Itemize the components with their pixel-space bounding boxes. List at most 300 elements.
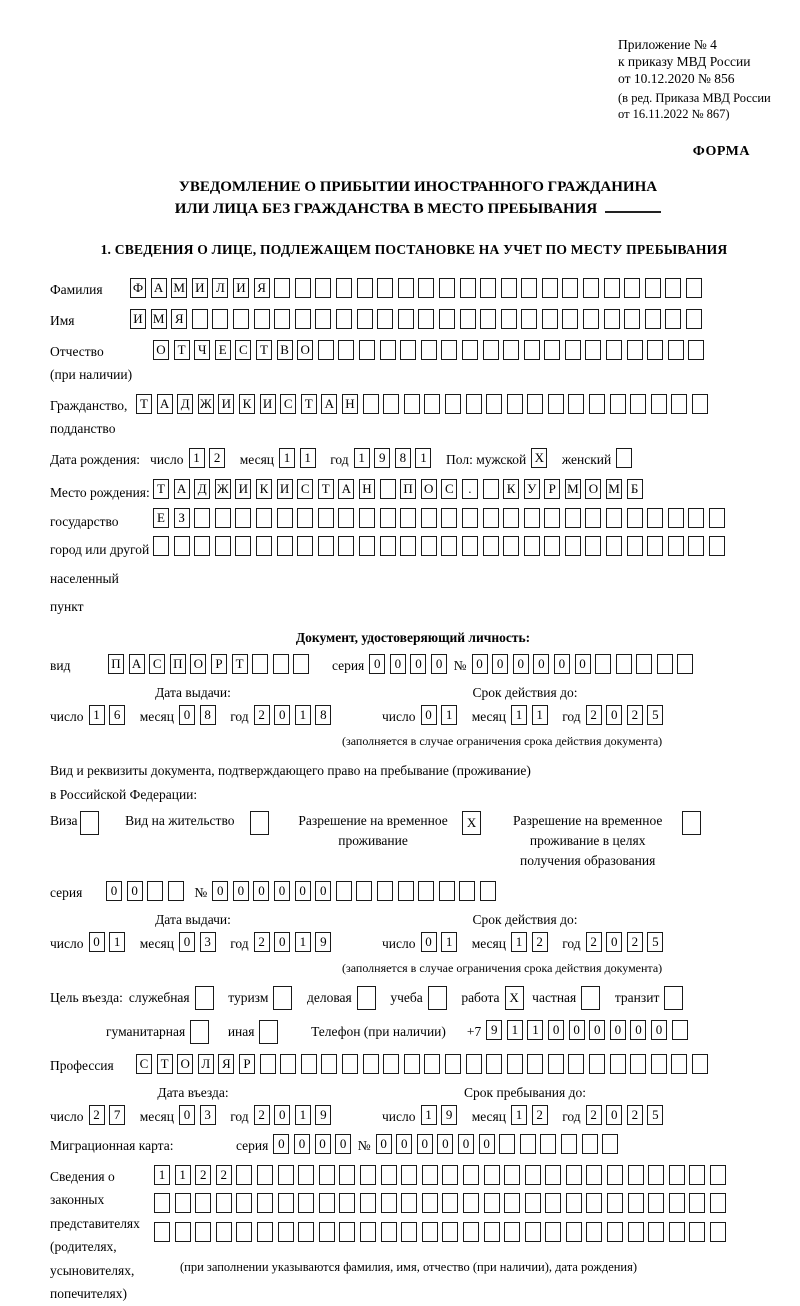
char-cell[interactable] [357,278,373,298]
char-cell[interactable]: П [400,479,416,499]
char-cell[interactable]: Я [218,1054,234,1074]
char-cell[interactable] [484,1193,500,1213]
char-cell[interactable] [589,1054,605,1074]
char-cell[interactable] [583,309,599,329]
char-cell[interactable]: 1 [441,932,457,952]
char-cell[interactable]: 0 [273,1134,289,1154]
char-cell[interactable]: 1 [441,705,457,725]
char-cell[interactable] [545,1193,561,1213]
char-cell[interactable] [480,309,496,329]
char-cell[interactable] [336,278,352,298]
char-cell[interactable] [686,278,702,298]
char-cell[interactable]: 2 [216,1165,232,1185]
char-cell[interactable] [602,1134,618,1154]
char-cell[interactable] [422,1193,438,1213]
char-cell[interactable]: 9 [374,448,390,468]
char-cell[interactable] [381,1193,397,1213]
char-cell[interactable] [524,536,540,556]
char-cell[interactable]: К [256,479,272,499]
char-cell[interactable] [462,340,478,360]
char-cell[interactable]: М [606,479,622,499]
char-cell[interactable] [273,986,292,1010]
char-cell[interactable]: В [277,340,293,360]
char-cell[interactable]: М [565,479,581,499]
char-cell[interactable] [483,340,499,360]
char-cell[interactable] [669,1222,685,1242]
char-cell[interactable] [486,394,502,414]
char-cell[interactable] [595,654,611,674]
char-cell[interactable] [257,1165,273,1185]
char-cell[interactable] [383,1054,399,1074]
char-cell[interactable] [383,394,399,414]
char-cell[interactable] [483,508,499,528]
char-cell[interactable]: 0 [575,654,591,674]
char-cell[interactable] [548,394,564,414]
char-cell[interactable]: 0 [106,881,122,901]
char-cell[interactable] [610,1054,626,1074]
char-cell[interactable] [645,278,661,298]
char-cell[interactable] [445,1054,461,1074]
char-cell[interactable] [525,1193,541,1213]
char-cell[interactable] [585,508,601,528]
char-cell[interactable] [441,536,457,556]
char-cell[interactable] [190,1020,209,1044]
char-cell[interactable] [297,536,313,556]
char-cell[interactable] [315,278,331,298]
char-cell[interactable]: 9 [315,1105,331,1125]
char-cell[interactable]: Ч [194,340,210,360]
char-cell[interactable]: Т [301,394,317,414]
char-cell[interactable] [627,536,643,556]
char-cell[interactable] [585,340,601,360]
char-cell[interactable]: 2 [627,932,643,952]
char-cell[interactable]: Я [171,309,187,329]
char-cell[interactable]: 0 [315,1134,331,1154]
char-cell[interactable]: 1 [154,1165,170,1185]
char-cell[interactable] [525,1165,541,1185]
char-cell[interactable] [336,881,352,901]
char-cell[interactable]: 0 [479,1134,495,1154]
char-cell[interactable] [689,1165,705,1185]
char-cell[interactable] [507,1054,523,1074]
char-cell[interactable] [480,881,496,901]
char-cell[interactable]: 1 [511,932,527,952]
char-cell[interactable] [672,1020,688,1040]
char-cell[interactable] [668,536,684,556]
char-cell[interactable]: 9 [315,932,331,952]
char-cell[interactable] [630,394,646,414]
char-cell[interactable] [215,508,231,528]
char-cell[interactable] [462,508,478,528]
char-cell[interactable] [524,508,540,528]
char-cell[interactable]: Т [174,340,190,360]
char-cell[interactable]: 0 [589,1020,605,1040]
char-cell[interactable]: И [260,394,276,414]
char-cell[interactable] [380,479,396,499]
char-cell[interactable] [377,881,393,901]
char-cell[interactable] [568,1054,584,1074]
char-cell[interactable]: 0 [274,705,290,725]
char-cell[interactable] [665,309,681,329]
char-cell[interactable] [606,340,622,360]
char-cell[interactable] [418,309,434,329]
char-cell[interactable] [424,1054,440,1074]
char-cell[interactable]: 1 [279,448,295,468]
char-cell[interactable]: 6 [109,705,125,725]
char-cell[interactable] [215,536,231,556]
char-cell[interactable] [636,654,652,674]
char-cell[interactable] [562,309,578,329]
char-cell[interactable] [709,508,725,528]
char-cell[interactable]: 2 [627,1105,643,1125]
char-cell[interactable]: 1 [532,705,548,725]
char-cell[interactable] [483,479,499,499]
char-cell[interactable] [647,536,663,556]
char-cell[interactable] [604,309,620,329]
char-cell[interactable] [607,1165,623,1185]
char-cell[interactable] [418,278,434,298]
char-cell[interactable]: X [462,811,481,835]
char-cell[interactable] [459,881,475,901]
char-cell[interactable]: 2 [254,1105,270,1125]
char-cell[interactable] [624,309,640,329]
char-cell[interactable] [503,340,519,360]
char-cell[interactable] [260,1054,276,1074]
char-cell[interactable] [315,309,331,329]
char-cell[interactable] [359,508,375,528]
char-cell[interactable]: 0 [396,1134,412,1154]
char-cell[interactable] [318,340,334,360]
char-cell[interactable] [503,508,519,528]
char-cell[interactable] [380,536,396,556]
char-cell[interactable] [668,340,684,360]
char-cell[interactable] [256,508,272,528]
char-cell[interactable]: 0 [437,1134,453,1154]
char-cell[interactable] [486,1054,502,1074]
char-cell[interactable] [298,1165,314,1185]
char-cell[interactable]: 0 [390,654,406,674]
char-cell[interactable]: 0 [253,881,269,901]
char-cell[interactable] [401,1193,417,1213]
char-cell[interactable] [628,1193,644,1213]
char-cell[interactable]: X [531,448,547,468]
char-cell[interactable] [630,1054,646,1074]
char-cell[interactable] [682,811,701,835]
char-cell[interactable]: 0 [369,654,385,674]
char-cell[interactable] [153,536,169,556]
char-cell[interactable] [421,508,437,528]
char-cell[interactable] [520,1134,536,1154]
char-cell[interactable] [585,536,601,556]
char-cell[interactable]: И [235,479,251,499]
char-cell[interactable] [689,1222,705,1242]
char-cell[interactable] [422,1165,438,1185]
char-cell[interactable] [606,536,622,556]
char-cell[interactable]: 0 [274,1105,290,1125]
char-cell[interactable] [278,1165,294,1185]
char-cell[interactable] [645,309,661,329]
char-cell[interactable] [192,309,208,329]
char-cell[interactable]: У [524,479,540,499]
char-cell[interactable] [501,278,517,298]
char-cell[interactable]: П [108,654,124,674]
char-cell[interactable] [318,508,334,528]
char-cell[interactable]: Р [211,654,227,674]
char-cell[interactable] [298,1193,314,1213]
char-cell[interactable] [647,340,663,360]
char-cell[interactable] [651,1054,667,1074]
char-cell[interactable] [568,394,584,414]
char-cell[interactable] [401,1222,417,1242]
char-cell[interactable] [710,1193,726,1213]
char-cell[interactable] [565,340,581,360]
char-cell[interactable]: Р [239,1054,255,1074]
char-cell[interactable] [709,536,725,556]
char-cell[interactable] [342,1054,358,1074]
char-cell[interactable] [422,1222,438,1242]
char-cell[interactable] [441,340,457,360]
char-cell[interactable]: 0 [212,881,228,901]
char-cell[interactable] [545,1222,561,1242]
char-cell[interactable]: 3 [200,1105,216,1125]
char-cell[interactable] [380,508,396,528]
char-cell[interactable] [377,278,393,298]
char-cell[interactable] [195,986,214,1010]
char-cell[interactable]: Б [627,479,643,499]
char-cell[interactable]: 2 [586,932,602,952]
char-cell[interactable] [521,278,537,298]
char-cell[interactable] [616,448,632,468]
char-cell[interactable] [277,508,293,528]
char-cell[interactable]: 0 [421,705,437,725]
char-cell[interactable]: 1 [421,1105,437,1125]
char-cell[interactable] [627,508,643,528]
char-cell[interactable] [236,1165,252,1185]
char-cell[interactable] [357,986,376,1010]
char-cell[interactable] [507,394,523,414]
char-cell[interactable]: 0 [431,654,447,674]
char-cell[interactable] [442,1165,458,1185]
char-cell[interactable] [688,508,704,528]
char-cell[interactable]: Н [342,394,358,414]
char-cell[interactable] [692,1054,708,1074]
char-cell[interactable]: 0 [274,881,290,901]
char-cell[interactable] [398,278,414,298]
char-cell[interactable] [610,394,626,414]
char-cell[interactable]: 0 [376,1134,392,1154]
char-cell[interactable] [527,1054,543,1074]
char-cell[interactable] [418,881,434,901]
char-cell[interactable]: 2 [586,705,602,725]
char-cell[interactable]: Д [194,479,210,499]
char-cell[interactable] [439,881,455,901]
char-cell[interactable] [339,1165,355,1185]
char-cell[interactable]: О [190,654,206,674]
char-cell[interactable] [236,1193,252,1213]
char-cell[interactable] [484,1165,500,1185]
char-cell[interactable] [359,340,375,360]
char-cell[interactable]: 0 [179,932,195,952]
char-cell[interactable] [710,1165,726,1185]
char-cell[interactable] [692,394,708,414]
char-cell[interactable] [293,654,309,674]
char-cell[interactable]: 0 [569,1020,585,1040]
char-cell[interactable] [360,1222,376,1242]
char-cell[interactable] [466,394,482,414]
char-cell[interactable] [525,1222,541,1242]
char-cell[interactable] [295,278,311,298]
char-cell[interactable] [581,986,600,1010]
char-cell[interactable] [338,536,354,556]
char-cell[interactable] [398,881,414,901]
char-cell[interactable]: 2 [532,1105,548,1125]
char-cell[interactable]: С [280,394,296,414]
char-cell[interactable] [212,309,228,329]
char-cell[interactable]: 5 [647,705,663,725]
char-cell[interactable] [339,1193,355,1213]
char-cell[interactable] [445,394,461,414]
char-cell[interactable]: 0 [606,932,622,952]
char-cell[interactable] [319,1193,335,1213]
char-cell[interactable] [195,1222,211,1242]
char-cell[interactable] [404,1054,420,1074]
char-cell[interactable] [252,654,268,674]
char-cell[interactable]: 5 [647,932,663,952]
char-cell[interactable]: Т [153,479,169,499]
char-cell[interactable]: К [503,479,519,499]
char-cell[interactable] [280,1054,296,1074]
char-cell[interactable]: 0 [554,654,570,674]
char-cell[interactable]: 0 [458,1134,474,1154]
char-cell[interactable]: 7 [109,1105,125,1125]
char-cell[interactable] [463,1165,479,1185]
char-cell[interactable] [582,1134,598,1154]
char-cell[interactable] [566,1193,582,1213]
char-cell[interactable]: А [321,394,337,414]
char-cell[interactable] [338,508,354,528]
char-cell[interactable]: 8 [200,705,216,725]
char-cell[interactable] [648,1193,664,1213]
char-cell[interactable]: А [338,479,354,499]
char-cell[interactable] [154,1222,170,1242]
char-cell[interactable] [607,1193,623,1213]
char-cell[interactable] [257,1193,273,1213]
char-cell[interactable] [624,278,640,298]
char-cell[interactable] [168,881,184,901]
char-cell[interactable]: Е [153,508,169,528]
char-cell[interactable] [463,1222,479,1242]
char-cell[interactable] [562,278,578,298]
char-cell[interactable] [521,309,537,329]
char-cell[interactable] [359,536,375,556]
char-cell[interactable]: 2 [195,1165,211,1185]
char-cell[interactable] [484,1222,500,1242]
char-cell[interactable] [336,309,352,329]
char-cell[interactable]: 2 [254,705,270,725]
char-cell[interactable] [404,394,420,414]
char-cell[interactable]: А [157,394,173,414]
char-cell[interactable] [669,1193,685,1213]
char-cell[interactable]: Т [318,479,334,499]
char-cell[interactable]: М [171,278,187,298]
char-cell[interactable]: 0 [548,1020,564,1040]
char-cell[interactable] [463,1193,479,1213]
char-cell[interactable]: С [149,654,165,674]
char-cell[interactable] [628,1165,644,1185]
char-cell[interactable] [504,1165,520,1185]
char-cell[interactable]: 0 [233,881,249,901]
char-cell[interactable]: 1 [295,705,311,725]
char-cell[interactable]: С [136,1054,152,1074]
char-cell[interactable] [460,278,476,298]
char-cell[interactable] [357,309,373,329]
char-cell[interactable]: П [170,654,186,674]
char-cell[interactable] [439,278,455,298]
char-cell[interactable]: 0 [472,654,488,674]
char-cell[interactable]: 0 [492,654,508,674]
char-cell[interactable] [561,1134,577,1154]
char-cell[interactable]: С [441,479,457,499]
char-cell[interactable] [216,1222,232,1242]
char-cell[interactable]: И [277,479,293,499]
char-cell[interactable] [442,1193,458,1213]
char-cell[interactable]: 2 [254,932,270,952]
char-cell[interactable]: А [151,278,167,298]
char-cell[interactable] [381,1222,397,1242]
char-cell[interactable] [545,1165,561,1185]
char-cell[interactable] [669,1165,685,1185]
char-cell[interactable] [175,1222,191,1242]
char-cell[interactable] [154,1193,170,1213]
char-cell[interactable] [504,1222,520,1242]
char-cell[interactable] [566,1165,582,1185]
char-cell[interactable] [651,394,667,414]
char-cell[interactable] [356,881,372,901]
char-cell[interactable] [321,1054,337,1074]
char-cell[interactable] [195,1193,211,1213]
char-cell[interactable]: О [297,340,313,360]
char-cell[interactable]: 5 [647,1105,663,1125]
char-cell[interactable] [671,1054,687,1074]
char-cell[interactable]: Т [157,1054,173,1074]
char-cell[interactable] [668,508,684,528]
char-cell[interactable]: 0 [606,705,622,725]
char-cell[interactable] [401,1165,417,1185]
char-cell[interactable] [466,1054,482,1074]
char-cell[interactable]: 1 [109,932,125,952]
char-cell[interactable]: 2 [627,705,643,725]
char-cell[interactable] [647,508,663,528]
char-cell[interactable]: 2 [586,1105,602,1125]
char-cell[interactable] [194,536,210,556]
char-cell[interactable] [421,536,437,556]
char-cell[interactable] [274,278,290,298]
char-cell[interactable]: 0 [127,881,143,901]
char-cell[interactable] [462,536,478,556]
char-cell[interactable] [363,1054,379,1074]
char-cell[interactable]: З [174,508,190,528]
char-cell[interactable] [175,1193,191,1213]
char-cell[interactable] [216,1193,232,1213]
char-cell[interactable] [278,1222,294,1242]
char-cell[interactable] [277,536,293,556]
char-cell[interactable] [380,340,396,360]
char-cell[interactable]: 3 [200,932,216,952]
char-cell[interactable]: 0 [335,1134,351,1154]
char-cell[interactable]: 1 [89,705,105,725]
char-cell[interactable] [442,1222,458,1242]
char-cell[interactable] [377,309,393,329]
